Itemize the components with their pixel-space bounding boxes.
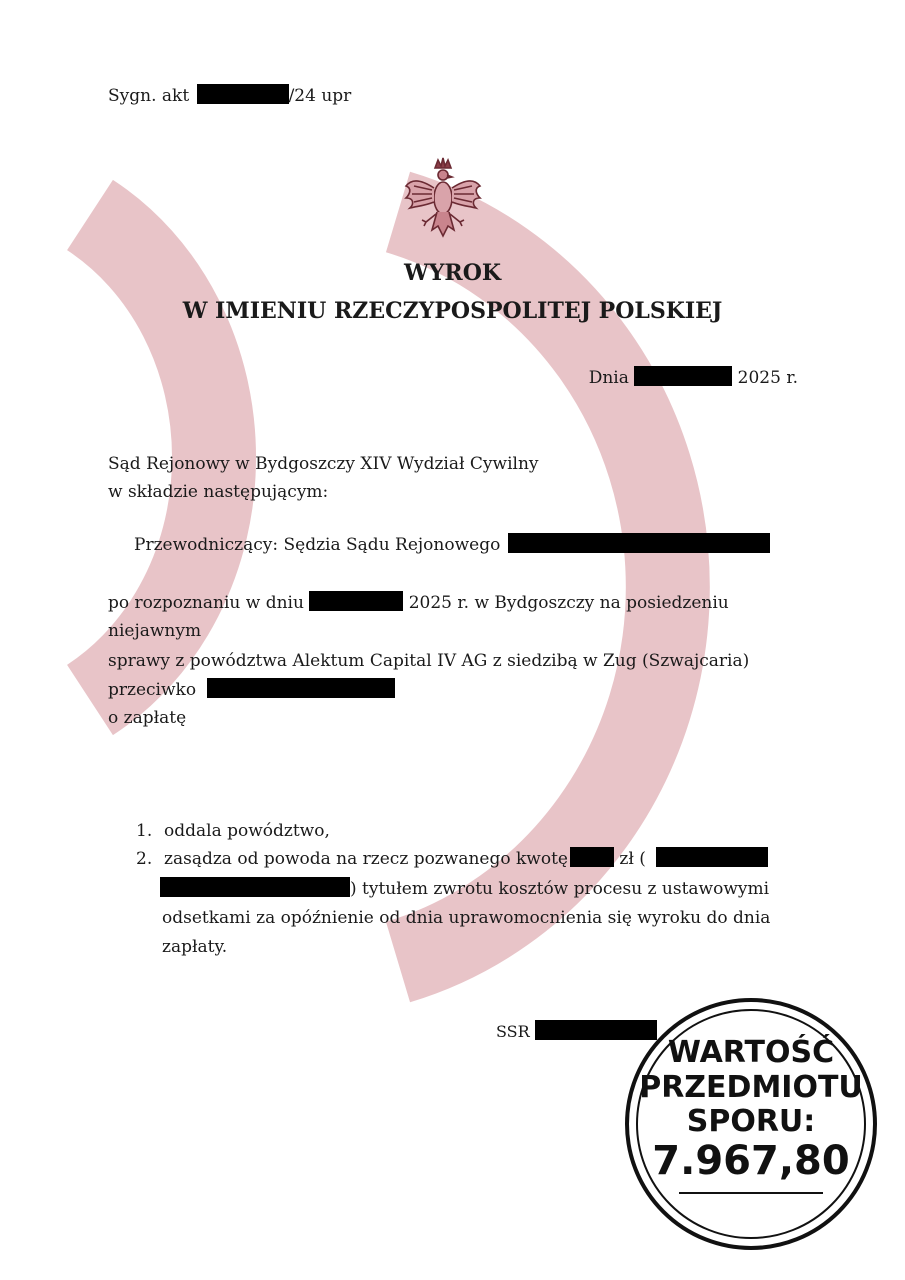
dispute-value-badge — [625, 998, 877, 1250]
presiding-judge-label: Przewodniczący: Sędzia Sądu Rejonowego — [134, 535, 501, 555]
verdict-item-number: 1. — [136, 821, 153, 841]
redaction-block — [160, 877, 350, 897]
dispute-value: 7.967,80 — [652, 1138, 850, 1184]
judgment-date — [589, 364, 798, 392]
redaction-block — [197, 84, 289, 104]
document-title: WYROK — [404, 260, 501, 286]
redaction-block — [309, 591, 403, 611]
hearing-line-1-suffix: 2025 r. w Bydgoszczy na posiedzeniu — [408, 593, 729, 613]
hearing-line-1-prefix: po rozpoznaniu w dniu — [108, 593, 304, 613]
verdict-item-amount-label: zł ( — [619, 849, 646, 869]
polish-eagle-icon — [402, 156, 484, 246]
case-signature-prefix: Sygn. akt — [108, 86, 190, 106]
case-signature-suffix: /24 upr — [288, 86, 352, 106]
redaction-block — [656, 847, 768, 867]
verdict-item-2-line-3: odsetkami za opóźnienie od dnia uprawomocnienia się wyroku do dnia — [162, 908, 771, 928]
presiding-judge — [134, 531, 770, 559]
document-subtitle: W IMIENIU RZECZYPOSPOLITEJ POLSKIEJ — [182, 298, 723, 324]
hearing-line-4-prefix: przeciwko — [108, 680, 197, 700]
hearing-line-3: sprawy z powództwa Alektum Capital IV AG z siedzibą w Zug (Szwajcaria) — [108, 651, 750, 671]
court-composition: w składzie następującym: — [108, 482, 329, 502]
verdict-item-2 — [136, 845, 800, 873]
verdict-item-2-line-2 — [160, 875, 798, 903]
court-name: Sąd Rejonowy w Bydgoszczy XIV Wydział Cywilny — [108, 454, 539, 474]
badge-line-1: WARTOŚĆ — [667, 1035, 835, 1070]
case-signature — [108, 82, 351, 110]
verdict-item-1 — [136, 817, 330, 845]
judgment-date-suffix: 2025 r. — [737, 368, 798, 388]
redaction-block — [634, 366, 732, 386]
judge-signature-prefix: SSR — [496, 1022, 530, 1041]
judgment-date-prefix: Dnia — [588, 368, 629, 388]
hearing-line-5: o zapłatę — [108, 708, 187, 728]
redaction-block — [207, 678, 395, 698]
hearing-line-4 — [108, 676, 395, 704]
badge-underline — [679, 1192, 823, 1194]
verdict-item-number: 2. — [136, 849, 153, 869]
redaction-block — [508, 533, 770, 553]
verdict-item-text-line-1: zasądza od powoda na rzecz pozwanego kwotę — [164, 849, 568, 869]
hearing-line-1 — [108, 589, 729, 617]
verdict-item-text-line-2: ) tytułem zwrotu kosztów procesu z ustawowymi — [350, 879, 770, 899]
verdict-item-2-line-4: zapłaty. — [162, 937, 228, 957]
badge-line-3: SPORU: — [686, 1104, 816, 1139]
redaction-block — [570, 847, 614, 867]
badge-line-2: PRZEDMIOTU — [639, 1070, 863, 1105]
verdict-item-text: oddala powództwo, — [164, 821, 330, 841]
hearing-line-2: niejawnym — [108, 621, 202, 641]
